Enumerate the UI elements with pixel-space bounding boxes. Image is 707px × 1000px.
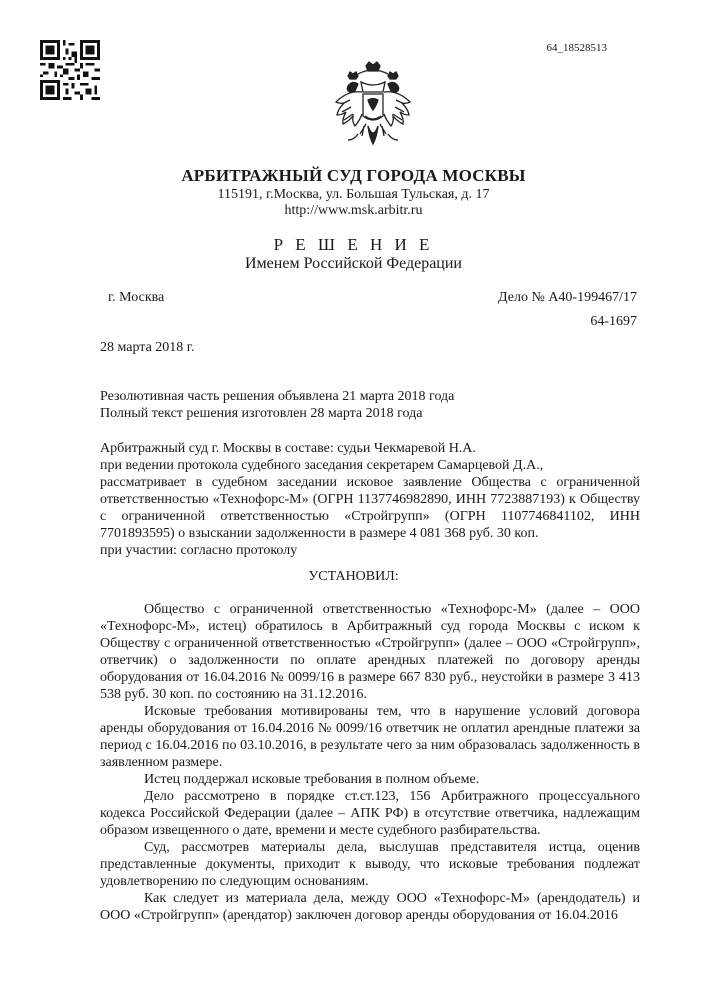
decision-date: 28 марта 2018 г. <box>100 340 195 355</box>
decision-title: Р Е Ш Е Н И Е <box>273 235 434 254</box>
body-paragraph: Исковые требования мотивированы тем, что в нарушение условий договора аренды оборудования от 16.04.2016 № 0099/16 ответчик не оплатил арендные платежи за период с 16.04.2016 по 03.10.2016, в результате чего за ним образовалась задолженность в заявленном размере. <box>100 704 640 770</box>
body-paragraph: Суд, рассмотрев материалы дела, выслушав представителя истца, оценив представленные документы, приходит к выводу, что исковые требования подлежат удовлетворению по следующим основаниям. <box>100 840 640 889</box>
body-paragraph: Как следует из материала дела, между ООО «Технофорс-М» (арендодатель) и ООО «Стройгрупп» (арендатор) заключен договор аренды оборудования от 16.04.2016 <box>100 891 640 923</box>
court-name: АРБИТРАЖНЫЙ СУД ГОРОДА МОСКВЫ <box>181 166 526 185</box>
composition-line: Арбитражный суд г. Москвы в составе: судьи Чекмаревой Н.А. <box>100 441 476 456</box>
announcement-line: Резолютивная часть решения объявлена 21 марта 2018 года <box>100 389 455 404</box>
announcement-line: Полный текст решения изготовлен 28 марта 2018 года <box>100 406 423 421</box>
composition-line: при участии: согласно протоколу <box>100 543 298 558</box>
in-name-of-line: Именем Российской Федерации <box>245 255 462 272</box>
announcement-block <box>100 388 640 422</box>
coat-of-arms-emblem <box>328 60 418 158</box>
body-paragraph: Дело рассмотрено в порядке ст.ст.123, 156 Арбитражного процессуального кодекса Российской Федерации (далее – АПК РФ) в отсутствие ответчика, надлежащим образом извещенного о дате, времени и месте судебного разбирательства. <box>100 789 640 838</box>
body-paragraph: Истец поддержал исковые требования в полном объеме. <box>144 772 480 787</box>
composition-line: при ведении протокола судебного заседания секретарем Самарцевой Д.А., <box>100 458 544 473</box>
case-number: Дело № А40-199467/17 <box>498 290 637 305</box>
city: г. Москва <box>108 290 165 305</box>
court-website: http://www.msk.arbitr.ru <box>284 203 423 218</box>
court-composition <box>100 440 640 559</box>
document-id: 64_18528513 <box>546 42 607 54</box>
qr-code <box>40 40 100 100</box>
case-sub-number: 64-1697 <box>590 314 637 329</box>
composition-claim: рассматривает в судебном заседании исковое заявление Общества с ограниченной ответственностью «Технофорс-М» (ОГРН 1137746982890, ИНН 7723887193) к Обществу с ограниченной ответственностью «Стройгрупп» (ОГРН 1107746841102, ИНН 7701893595) о взыскании задолженности в размере 4 081 368 руб. 30 коп. <box>100 475 640 541</box>
section-heading: УСТАНОВИЛ: <box>308 569 399 584</box>
decision-body <box>100 601 640 924</box>
court-address: 115191, г.Москва, ул. Большая Тульская, д. 17 <box>217 187 490 202</box>
body-paragraph: Общество с ограниченной ответственностью «Технофорс-М» (далее – ООО «Технофорс-М», истец) обратилось в Арбитражный суд города Москвы с иском к Обществу с ограниченной ответственностью «Стройгрупп» (далее – ООО «Стройгрупп», ответчик) о задолженности по оплате арендных платежей по договору аренды оборудования от 16.04.2016 № 0099/16 в размере 667 830 руб., неустойки в размере 3 413 538 руб. 30 коп. по состоянию на 31.12.2016. <box>100 602 640 702</box>
